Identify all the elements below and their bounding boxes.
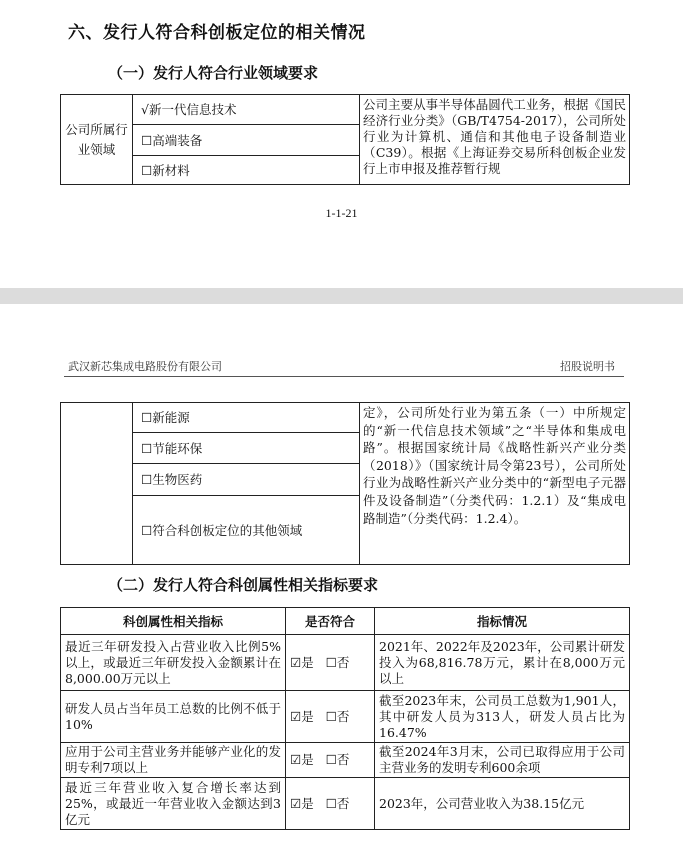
option-energy-saving: ☐节能环保 xyxy=(133,433,360,464)
status-cell: 2021年、2022年及2023年，公司累计研发投入为68,816.78万元，累计在8,000万元以上 xyxy=(375,635,630,691)
compliance-cell xyxy=(286,691,375,743)
no-checkbox: ☐否 xyxy=(325,795,350,811)
attributes-table xyxy=(60,607,630,830)
indicator-cell: 应用于公司主营业务并能够产业化的发明专利7项以上 xyxy=(61,743,286,778)
indicator-cell: 研发人员占当年员工总数的比例不低于10% xyxy=(61,691,286,743)
table-row xyxy=(61,778,630,830)
industry-description-part1: 公司主要从事半导体晶圆代工业务，根据《国民经济行业分类》（GB/T4754-2017），公司所处行业为计算机、通信和其他电子设备制造业（C39）。根据《上海证券交易所科创板企业发行上市申报及推荐暂行规 xyxy=(360,95,630,185)
no-checkbox: ☐否 xyxy=(325,708,350,724)
option-new-materials: ☐新材料 xyxy=(133,156,360,185)
subsection-title-industry: （一）发行人符合行业领域要求 xyxy=(108,64,319,82)
option-new-energy: ☐新能源 xyxy=(133,403,360,433)
no-checkbox: ☐否 xyxy=(325,654,350,670)
yes-checkbox: ☑是 xyxy=(290,795,314,811)
industry-label: 公司所属行业领域 xyxy=(61,95,133,185)
header-company-name: 武汉新芯集成电路股份有限公司 xyxy=(68,360,222,373)
industry-label-cont xyxy=(61,403,133,565)
industry-table-part1 xyxy=(60,94,630,185)
indicator-cell: 最近三年研发投入占营业收入比例5%以上，或最近三年研发投入金额累计在8,000.00万元以上 xyxy=(61,635,286,691)
status-cell: 2023年，公司营业收入为38.15亿元 xyxy=(375,778,630,830)
industry-table-part2 xyxy=(60,402,630,565)
option-high-end-equipment: ☐高端装备 xyxy=(133,125,360,156)
option-biomedicine: ☐生物医药 xyxy=(133,464,360,496)
col-header-compliance: 是否符合 xyxy=(286,608,375,635)
page-gap xyxy=(0,288,683,304)
col-header-indicator: 科创属性相关指标 xyxy=(61,608,286,635)
yes-checkbox: ☑是 xyxy=(290,708,314,724)
compliance-cell xyxy=(286,743,375,778)
option-other-fields: ☐符合科创板定位的其他领域 xyxy=(133,496,360,565)
industry-description-part2: 定》，公司所处行业为第五条（一）中所规定的“新一代信息技术领域”之“半导体和集成电路”。根据国家统计局《战略性新兴产业分类（2018）》（国家统计局令第23号），公司所处行业为战略性新兴产业分类中的“新型电子元器件及设备制造”（分类代码：1.2.1）及“集成电路制造”（分类代码：1.2.4）。 xyxy=(360,403,630,565)
indicator-cell: 最近三年营业收入复合增长率达到25%，或最近一年营业收入金额达到3亿元 xyxy=(61,778,286,830)
page-number: 1-1-21 xyxy=(325,206,358,220)
col-header-status: 指标情况 xyxy=(375,608,630,635)
section-title: 六、发行人符合科创板定位的相关情况 xyxy=(68,23,366,43)
option-next-gen-it: √新一代信息技术 xyxy=(133,95,360,125)
header-divider xyxy=(64,376,624,377)
subsection-title-attributes: （二）发行人符合科创属性相关指标要求 xyxy=(108,576,379,594)
compliance-cell xyxy=(286,635,375,691)
status-cell: 截至2024年3月末，公司已取得应用于公司主营业务的发明专利600余项 xyxy=(375,743,630,778)
no-checkbox: ☐否 xyxy=(325,752,350,767)
yes-checkbox: ☑是 xyxy=(290,654,314,670)
compliance-cell xyxy=(286,778,375,830)
status-cell: 截至2023年末，公司员工总数为1,901人，其中研发人员为313人，研发人员占比为16.47% xyxy=(375,691,630,743)
table-row xyxy=(61,743,630,778)
yes-checkbox: ☑是 xyxy=(290,752,314,767)
table-row xyxy=(61,691,630,743)
table-row xyxy=(61,635,630,691)
header-doc-type: 招股说明书 xyxy=(560,360,615,373)
